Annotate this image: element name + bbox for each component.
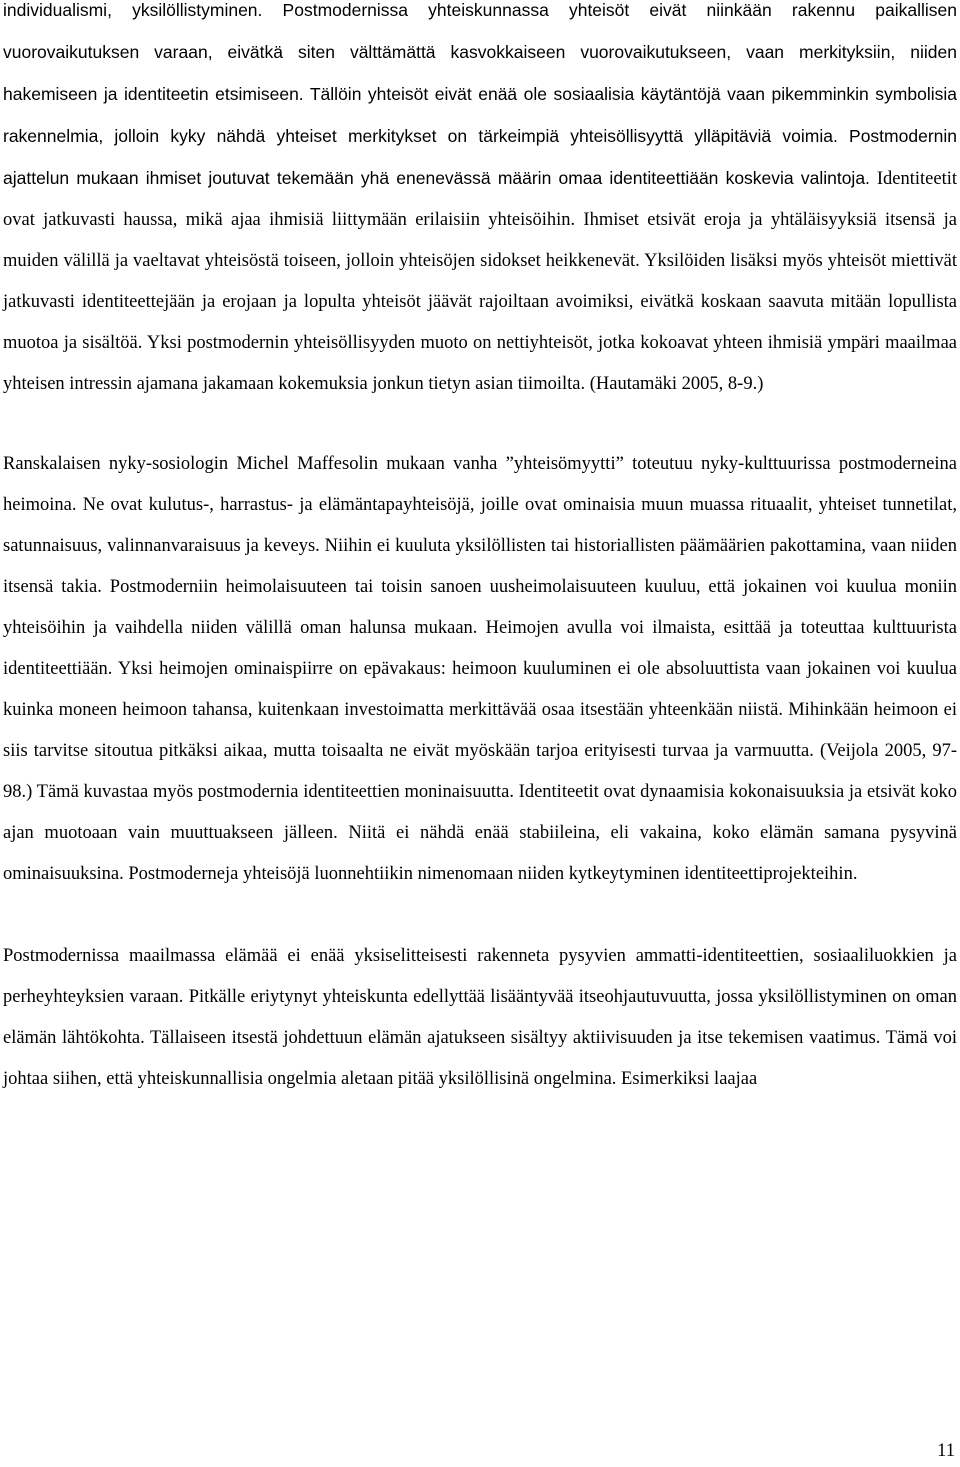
- paragraph-individualization: [3, 936, 957, 1100]
- paragraph-1-serif-text: Identiteetit ovat jatkuvasti haussa, mikä ajaa ihmisiä liittymään erilaisiin yhteisöihin. Ihmiset etsivät eroja ja yhtäläisyyksiä itsensä ja muiden välillä ja vaeltavat yhteisöstä toiseen, jolloin yhteisöjen sidokset heikkenevät. Yksilöiden lisäksi myös yhteisöt miettivät jatkuvasti identiteettejään ja erojaan ja lopulta yhteisöt jäävät rajoiltaan avoimiksi, eivätkä koskaan saavuta mitään lopullista muotoa ja sisältöä. Yksi postmodernin yhteisöllisyyden muoto on nettiyhteisöt, jotka kokoavat yhteen ihmisiä ympäri maailmaa yhteisen intressin ajamana jakamaan kokemuksia jonkun tietyn asian tiimoilta. (Hautamäki 2005, 8-9.): [3, 169, 957, 394]
- paragraph-1-sans-text: individualismi, yksilöllistyminen. Postmodernissa yhteiskunnassa yhteisöt eivät niinkään rakennu paikallisen vuorovaikutuksen varaan, eivätkä siten välttämättä kasvokkaiseen vuorovaikutukseen, vaan merkityksiin, niiden hakemiseen ja identiteetin etsimiseen. Tällöin yhteisöt eivät enää ole sosiaalisia käytäntöjä vaan pikemminkin symbolisia rakennelmia, jolloin kyky nähdä yhteiset merkitykset on tärkeimpiä yhteisöllisyyttä ylläpitäviä voimia. Postmodernin ajattelun mukaan ihmiset joutuvat tekemään yhä enenevässä määrin omaa identiteettiään koskevia valintoja.: [3, 0, 957, 188]
- paragraph-maffesoli-tribes: [3, 444, 957, 895]
- page-number: 11: [937, 1441, 955, 1461]
- paragraph-postmodern-communities: [3, 0, 957, 405]
- paragraph-2-text: Ranskalaisen nyky-sosiologin Michel Maffesolin mukaan vanha ”yhteisömyytti” toteutuu nyky-kulttuurissa postmoderneina heimoina. Ne ovat kulutus-, harrastus- ja elämäntapayhteisöjä, joille ovat ominaisia muun muassa rituaalit, yhteiset tunnetilat, satunnaisuus, valinnanvaraisuus ja keveys. Niihin ei kuuluta yksilöllisten tai historiallisten päämäärien pakottamina, vaan niiden itsensä takia. Postmoderniin heimolaisuuteen tai toisin sanoen uusheimolaisuuteen kuuluu, että jokainen voi kuulua moniin yhteisöihin ja vaihdella niiden välillä oman halunsa mukaan. Heimojen avulla voi ilmaista, esittää ja toteuttaa kulttuurista identiteettiään. Yksi heimojen ominaispiirre on epävakaus: heimoon kuuluminen ei ole absoluuttista vaan jokainen voi kuulua kuinka moneen heimoon tahansa, kuitenkaan investoimatta merkittävää osaa itsestään yhteenkään niistä. Mihinkään heimoon ei siis tarvitse sitoutua pitkäksi aikaa, mutta toisaalta ne eivät myöskään tarjoa erityisesti turvaa ja varmuutta. (Veijola 2005, 97-98.) Tämä kuvastaa myös postmodernia identiteettien moninaisuutta. Identiteetit ovat dynaamisia kokonaisuuksia ja etsivät koko ajan muotoaan vain muuttuakseen jälleen. Niitä ei nähdä enää stabiileina, eli vakaina, koko elämän samana pysyvinä ominaisuuksina. Postmoderneja yhteisöjä luonnehtiikin nimenomaan niiden kytkeytyminen identiteettiprojekteihin.: [3, 454, 957, 884]
- document-page: [3, 0, 957, 1100]
- paragraph-3-text: Postmodernissa maailmassa elämää ei enää yksiselitteisesti rakenneta pysyvien ammatti-identiteettien, sosiaaliluokkien ja perheyhteyksien varaan. Pitkälle eriytynyt yhteiskunta edellyttää lisääntyvää itseohjautuvuutta, jossa yksilöllistyminen on oman elämän lähtökohta. Tällaiseen itsestä johdettuun elämän ajatukseen sisältyy aktiivisuuden ja itse tekemisen vaatimus. Tämä voi johtaa siihen, että yhteiskunnallisia ongelmia aletaan pitää yksilöllisinä ongelmina. Esimerkiksi laajaa: [3, 946, 957, 1089]
